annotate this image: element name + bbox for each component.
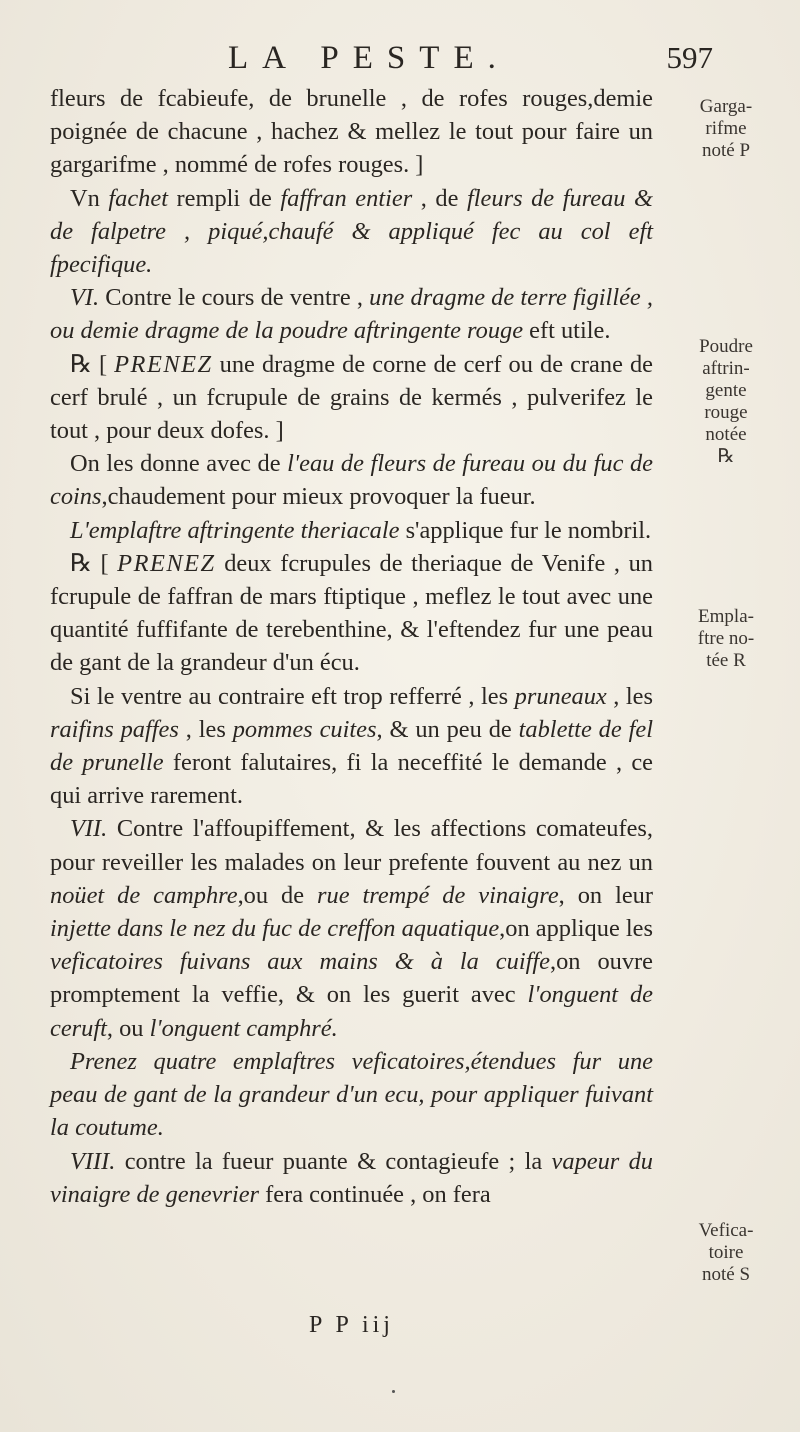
text-run: Si le ventre au contraire eft trop refferré , les	[70, 682, 515, 710]
text-run: , de	[412, 184, 467, 212]
recipe-symbol: ℞ [	[70, 549, 118, 577]
text-run: une dragme de corne de cerf ou de crane de cerf brulé , un fcrupule de grains de kermés , pulverifez le tout , pour deux dofes. ]	[50, 350, 653, 445]
text-run: , & un peu de	[376, 715, 519, 743]
text-run: fera continuée , on fera	[259, 1180, 491, 1208]
italic-run: vapeur du vinaigre de genevrier	[50, 1147, 654, 1208]
margin-line: notée	[705, 424, 747, 445]
section-number: VII.	[70, 815, 108, 843]
text-run: ,ou de	[237, 881, 318, 909]
paragraph	[50, 348, 653, 448]
text-run: s'applique fur le nombril.	[399, 516, 652, 544]
margin-line: noté P	[701, 140, 751, 161]
running-title: LA PESTE.	[228, 40, 510, 76]
text-run: , les	[606, 682, 653, 710]
paragraph	[50, 1045, 653, 1145]
italic-run: fachet	[108, 184, 168, 212]
italic-run: fleurs de fureau & de falpetre , piqué,chaufé & appliqué fec au col eft fpecifique.	[50, 184, 653, 279]
italic-run: injette dans le nez du fuc de creffon aquatique	[50, 915, 500, 943]
margin-line: rouge	[704, 402, 748, 423]
margin-line: ftre no-	[697, 628, 755, 649]
text-run: , ou	[106, 1014, 150, 1042]
text-run: fleurs de fcabieufe, de brunelle , de rofes rouges,demie poignée de chacune , hachez & mellez le tout pour faire un gargarifme , nommé de rofes rouges. ]	[50, 85, 653, 179]
ink-dot	[392, 1390, 395, 1393]
text-run: On les donne avec de	[70, 450, 288, 478]
text-run: Vn	[70, 184, 109, 212]
italic-run: L'emplaftre aftringente theriacale	[70, 516, 400, 544]
margin-line: Empla-	[698, 606, 754, 627]
paragraph	[50, 281, 653, 347]
text-run: rempli de	[167, 184, 281, 212]
paragraph	[50, 547, 653, 680]
margin-line: Poudre	[699, 336, 753, 357]
prenez-word: PRENEZ	[117, 549, 216, 577]
text-run: ,chaudement pour mieux provoquer la fueur.	[101, 483, 536, 511]
italic-run: Prenez quatre emplaftres veficatoires,étendues fur une peau de gant de la grandeur d'un ecu, pour appliquer fuivant la coutume.	[50, 1047, 653, 1142]
italic-run: l'eau de fleurs de fureau ou du fuc de coins	[50, 450, 653, 511]
paragraph	[50, 812, 653, 1044]
margin-note-poudre	[662, 336, 790, 468]
paragraph	[50, 1145, 653, 1211]
margin-line: gente	[705, 380, 747, 401]
text-run: feront falutaires, fi la neceffité le demande , ce qui arrive rarement.	[50, 749, 653, 810]
page-number: 597	[666, 40, 713, 75]
text-run: Contre l'affoupiffement, & les affections comateufes, pour reveiller les malades on leur prefente fouvent au nez un	[50, 815, 653, 876]
italic-run: tablette de fel de prunelle	[50, 715, 653, 777]
recipe-symbol: ℞ [	[70, 350, 115, 378]
text-run: , on leur	[558, 881, 653, 909]
margin-note-emplastre	[662, 606, 790, 672]
italic-run: raifins paffes	[50, 715, 179, 743]
prenez-word: PRENEZ	[114, 350, 213, 378]
italic-run: noüet de camphre	[50, 881, 238, 909]
paragraph	[50, 514, 653, 547]
paragraph	[50, 182, 653, 282]
text-run: deux fcrupules de theriaque de Venife , un fcrupule de faffran de mars ftiptique , meflez le tout avec une quantité fuffifante de terebenthine, & l'eftendez fur une peau de gant de la grandeur d'un écu.	[50, 549, 653, 677]
text-run: ,on ouvre promptement la veffie, & on les guerit avec	[50, 948, 654, 1009]
text-run: Contre le cours de ventre ,	[99, 284, 370, 312]
margin-line: tée R	[706, 650, 746, 671]
margin-line: rifme	[705, 118, 747, 139]
italic-run: pruneaux	[514, 682, 607, 710]
italic-run: faffran entier	[280, 184, 413, 212]
paragraph	[50, 82, 653, 182]
body-text	[50, 82, 653, 1211]
paragraph	[50, 680, 653, 813]
text-run: eft utile.	[523, 317, 611, 345]
margin-line: Vefica-	[698, 1220, 754, 1241]
margin-line: ℞	[717, 446, 735, 467]
section-number: VI.	[70, 284, 100, 312]
margin-note-vesicatoire	[662, 1220, 790, 1286]
margin-line: toire	[708, 1242, 744, 1263]
text-run: contre la fueur puante & contagieufe ; la	[115, 1147, 552, 1175]
italic-run: pommes cuites	[232, 715, 377, 743]
signature-mark: P P iij	[309, 1312, 394, 1338]
italic-run: l'onguent camphré.	[149, 1014, 338, 1042]
italic-run: l'onguent de ceruft	[50, 981, 653, 1042]
text-run: ,on applique les	[499, 915, 653, 943]
section-number: VIII.	[70, 1147, 116, 1175]
margin-line: aftrin-	[702, 358, 750, 379]
margin-line: noté S	[701, 1264, 751, 1285]
paragraph	[50, 447, 653, 513]
italic-run: rue trempé de vinaigre	[317, 881, 559, 909]
italic-run: une dragme de terre figillée , ou demie dragme de la poudre aftringente rouge	[50, 284, 654, 345]
text-run: , les	[178, 715, 233, 743]
margin-line: Garga-	[699, 96, 753, 117]
margin-note-gargarisme	[662, 96, 790, 162]
italic-run: veficatoires fuivans aux mains & à la cuiffe	[50, 948, 550, 976]
